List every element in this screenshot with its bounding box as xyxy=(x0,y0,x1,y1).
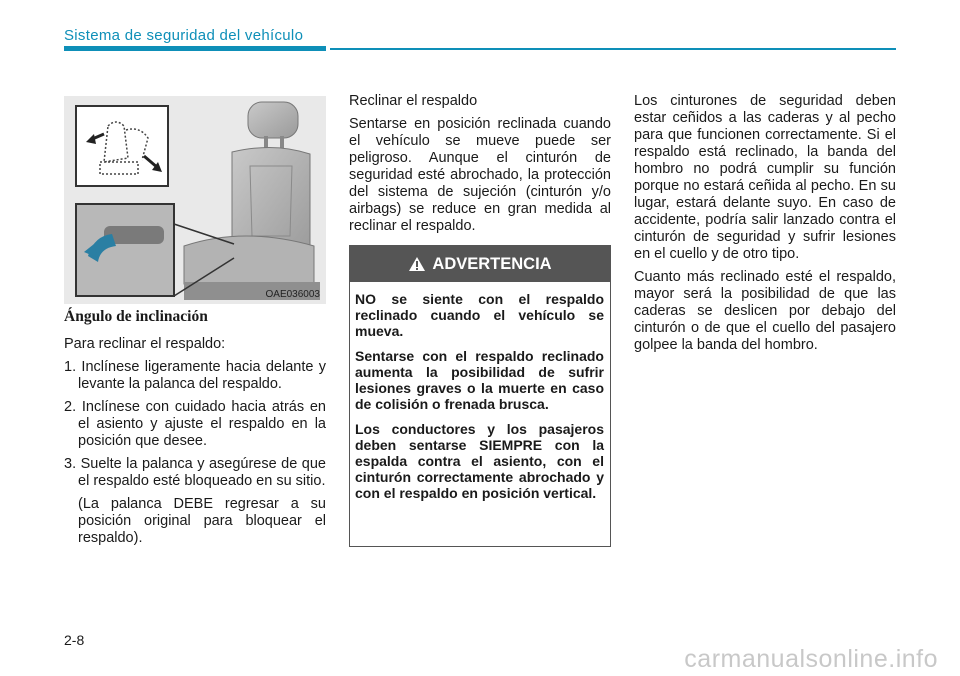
warning-item: NO se siente con el respaldo reclinado cuando el vehículo se mueva. xyxy=(355,291,604,339)
header-rule-accent xyxy=(64,46,326,51)
column-left xyxy=(64,308,326,547)
list-item: 1. Inclínese ligeramente hacia delante y levante la palanca del respaldo. xyxy=(64,359,326,392)
recline-risk-paragraph: Cuanto más reclinado esté el respaldo, mayor será la posibilidad de que las caderas se deslicen por debajo del cinturón o de que el cuello del pasajero golpee la banda del hombro. xyxy=(634,269,896,353)
warning-item: Los conductores y los pasajeros deben sentarse SIEMPRE con la espalda contra el asiento, con el cinturón correctamente abrochado y con el respaldo en posición vertical. xyxy=(355,421,604,501)
section-title: Sistema de seguridad del vehículo xyxy=(64,27,304,44)
seat-recline-figure xyxy=(64,96,326,304)
list-item: 2. Inclínese con cuidado hacia atrás en el asiento y ajuste el respaldo en la posición que desee. xyxy=(64,399,326,449)
column-right xyxy=(634,93,896,360)
steps-list xyxy=(64,359,326,490)
warning-triangle-icon xyxy=(408,256,426,272)
page-number: 2-8 xyxy=(64,632,85,648)
watermark: carmanualsonline.info xyxy=(684,645,938,673)
column-middle xyxy=(349,93,611,235)
figure-code: OAE036003 xyxy=(265,289,320,300)
belt-paragraph: Los cinturones de seguridad deben estar ceñidos a las caderas y al pecho para que funcionen correctamente. Si el respaldo está reclinado, la banda del hombro no podrá cumplir su función porque no estará ceñida al pecho. En su lugar, estará delante suyo. En caso de accidente, podría salir lanzado contra el cinturón de seguridad y sufrir lesiones en el cuello y de otro tipo. xyxy=(634,93,896,262)
header-rule xyxy=(330,48,896,50)
warning-title: ADVERTENCIA xyxy=(432,254,552,273)
seat-recline-icon xyxy=(76,106,168,186)
warning-box xyxy=(349,245,611,547)
warning-header xyxy=(350,246,610,282)
subheading: Reclinar el respaldo xyxy=(349,93,478,109)
lever-note: (La palanca DEBE regresar a su posición original para bloquear el respaldo). xyxy=(78,496,326,546)
intro-text: Para reclinar el respaldo: xyxy=(64,336,226,352)
seat-illustration xyxy=(64,96,326,304)
list-item: 3. Suelte la palanca y asegúrese de que el respaldo esté bloqueado en su sitio. xyxy=(64,456,326,489)
section-heading: Ángulo de inclinación xyxy=(64,308,208,325)
warning-item: Sentarse con el respaldo reclinado aumenta la posibilidad de sufrir lesiones graves o la muerte en caso de colisión o frenada brusca. xyxy=(355,348,604,412)
warning-body xyxy=(355,291,604,510)
recline-paragraph: Sentarse en posición reclinada cuando el vehículo se mueve puede ser peligroso. Aunque el cinturón de seguridad esté abrochado, la protección del sistema de sujeción (cinturón y/o airbags) se reduce en gran medida al reclinar el respaldo. xyxy=(349,116,611,234)
